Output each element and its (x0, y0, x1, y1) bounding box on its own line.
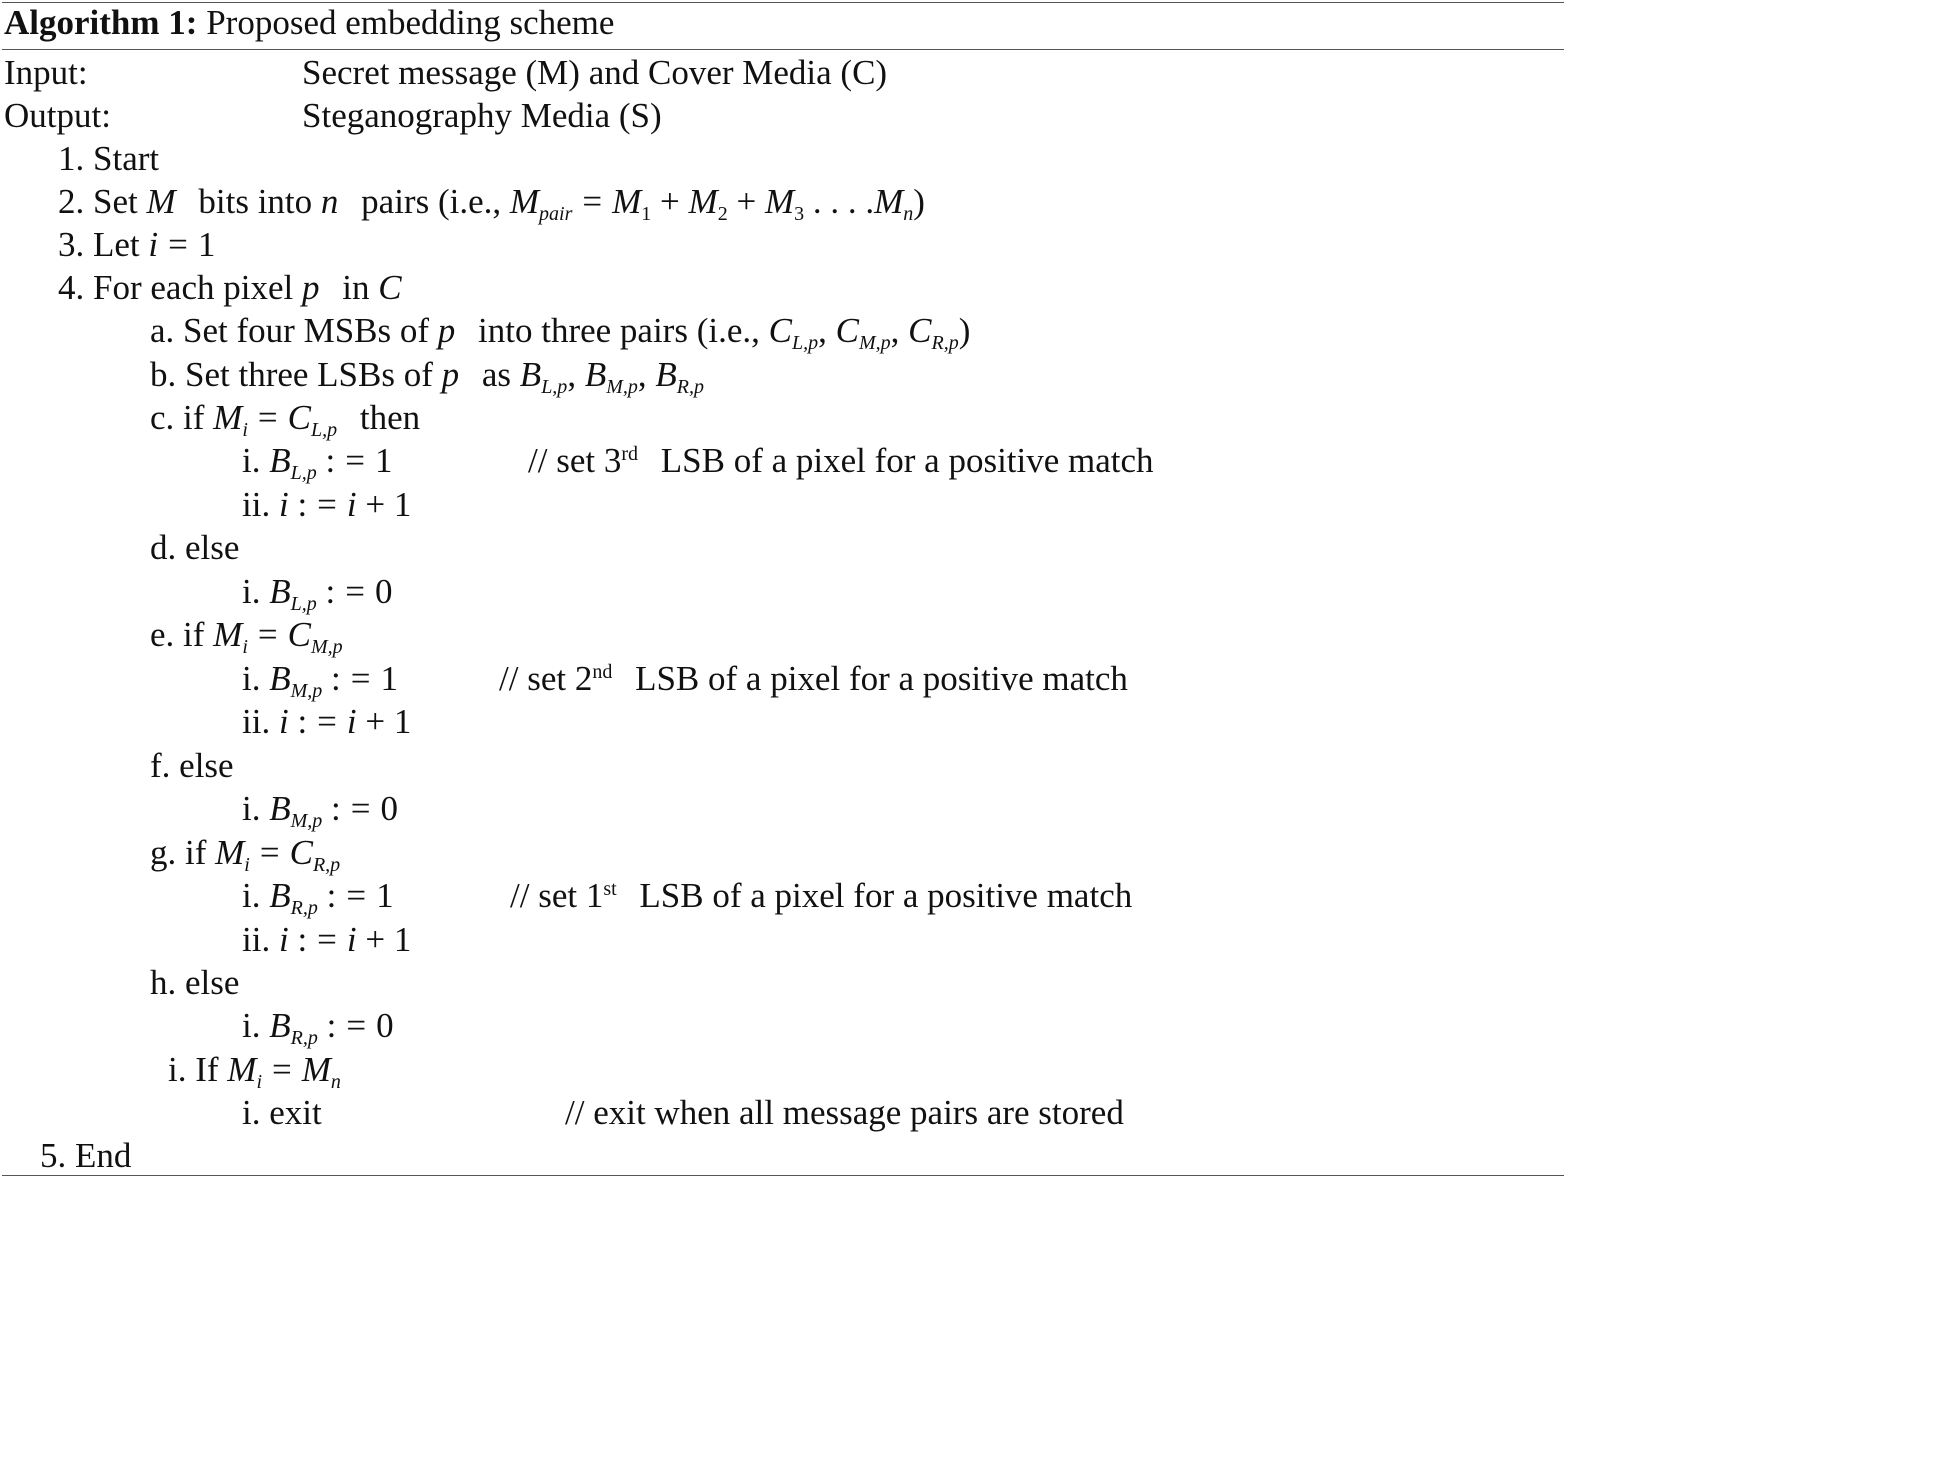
step-5: 5. End (40, 1136, 132, 1175)
comment-1-sup: rd (621, 443, 638, 465)
step-4c-ii: ii. i : = i + 1 (242, 485, 412, 524)
step-4i: i. If $M_i = M_n$ (168, 1050, 341, 1093)
step-4d: d. else (150, 528, 240, 567)
roman-i: i. (242, 876, 261, 915)
comment-3-b: LSB of a pixel for a positive match (639, 876, 1133, 915)
math-n: n (320, 182, 339, 221)
comment-1-b: LSB of a pixel for a positive match (660, 441, 1154, 480)
comment-3-a: // set 1 (510, 876, 604, 915)
step-4g-i: i. $B_{R,p}$ : = 1 (242, 876, 394, 919)
step-4b-text-a: b. Set three LSBs of (150, 355, 433, 394)
step-4e-text: e. if (150, 615, 205, 654)
roman-i: i. (242, 659, 261, 698)
output-value: Steganography Media (S) (302, 96, 662, 135)
step-4c-text: c. if (150, 398, 205, 437)
algorithm-header (4, 2, 614, 44)
roman-i: i. (242, 441, 261, 480)
step-4b: b. Set three LSBs of p as $B_{L,p}$, $B_{M,p}$, $B_{R,p}$ (150, 355, 704, 398)
step-3-text: 3. Let (58, 225, 140, 264)
step-4f-i: i. $B_{M,p}$ : = 0 (242, 789, 399, 832)
comment-2-b: LSB of a pixel for a positive match (635, 659, 1128, 698)
step-4b-text-b: as (481, 355, 512, 394)
roman-ii: ii. (242, 702, 271, 741)
step-4a-text-b: into three pairs (i.e., (478, 311, 760, 350)
comment-4: // exit when all message pairs are stored (565, 1093, 1124, 1132)
roman-i: i. (242, 789, 261, 828)
comment-3 (510, 875, 1132, 917)
step-4h: h. else (150, 963, 240, 1002)
step-4i-text: i. If (168, 1050, 219, 1089)
input-label: Input: (4, 53, 88, 92)
step-2: 2. Set M bits into n pairs (i.e., $M_{pair} = M_1 + M_2 + M_3$ . . . $.M_n$) (58, 182, 925, 225)
comment-2 (499, 658, 1128, 700)
roman-ii: ii. (242, 485, 271, 524)
comment-1 (528, 440, 1154, 482)
step-3: 3. Let i = 1 (58, 225, 216, 264)
step-4h-i: i. $B_{R,p}$ : = 0 (242, 1006, 394, 1049)
step-4i-exit: i. exit (242, 1093, 322, 1132)
bottom-rule (2, 1175, 1564, 1176)
step-1: 1. Start (58, 139, 160, 178)
then-text: then (359, 398, 421, 437)
step-4c: c. if $M_i = C_{L,p}$ then (150, 398, 421, 441)
step-4e: e. if $M_i = C_{M,p}$ (150, 615, 343, 658)
roman-i: i. (242, 572, 261, 611)
step-4-text-a: 4. For each pixel (58, 268, 294, 307)
step-4g-text: g. if (150, 833, 207, 872)
math-mpair: $M_{pair}$ (509, 182, 573, 225)
step-4e-ii: ii. i : = i + 1 (242, 702, 412, 741)
step-4g: g. if $M_i = C_{R,p}$ (150, 833, 341, 876)
step-2-text-c: pairs (i.e., (361, 182, 502, 221)
step-4d-i: i. $B_{L,p}$ : = 0 (242, 572, 393, 615)
input-value: Secret message (M) and Cover Media (C) (302, 53, 888, 92)
step-4: 4. For each pixel p in C (58, 268, 402, 307)
step-4e-i: i. $B_{M,p}$ : = 1 (242, 659, 399, 702)
step-4g-ii: ii. i : = i + 1 (242, 920, 412, 959)
header-rule (2, 49, 1564, 50)
step-2-text-b: bits into (198, 182, 313, 221)
math-m: M (146, 182, 176, 221)
step-4-text-b: in (342, 268, 370, 307)
comment-1-a: // set 3 (528, 441, 622, 480)
algorithm-label: Algorithm 1: (4, 3, 198, 42)
step-4a-text-a: a. Set four MSBs of (150, 311, 430, 350)
step-4a: a. Set four MSBs of p into three pairs (i.e., $C_{L,p}$, $C_{M,p}$, $C_{R,p}$) (150, 311, 971, 354)
output-label: Output: (4, 96, 111, 135)
step-4c-i: i. $B_{L,p}$ : = 1 (242, 441, 393, 484)
roman-ii: ii. (242, 920, 271, 959)
comment-3-sup: st (603, 878, 617, 900)
algorithm-title: Proposed embedding scheme (206, 3, 615, 42)
step-2-text-a: 2. Set (58, 182, 138, 221)
comment-2-a: // set 2 (499, 659, 593, 698)
step-4f: f. else (150, 746, 234, 785)
comment-2-sup: nd (592, 661, 613, 683)
roman-i: i. (242, 1006, 261, 1045)
